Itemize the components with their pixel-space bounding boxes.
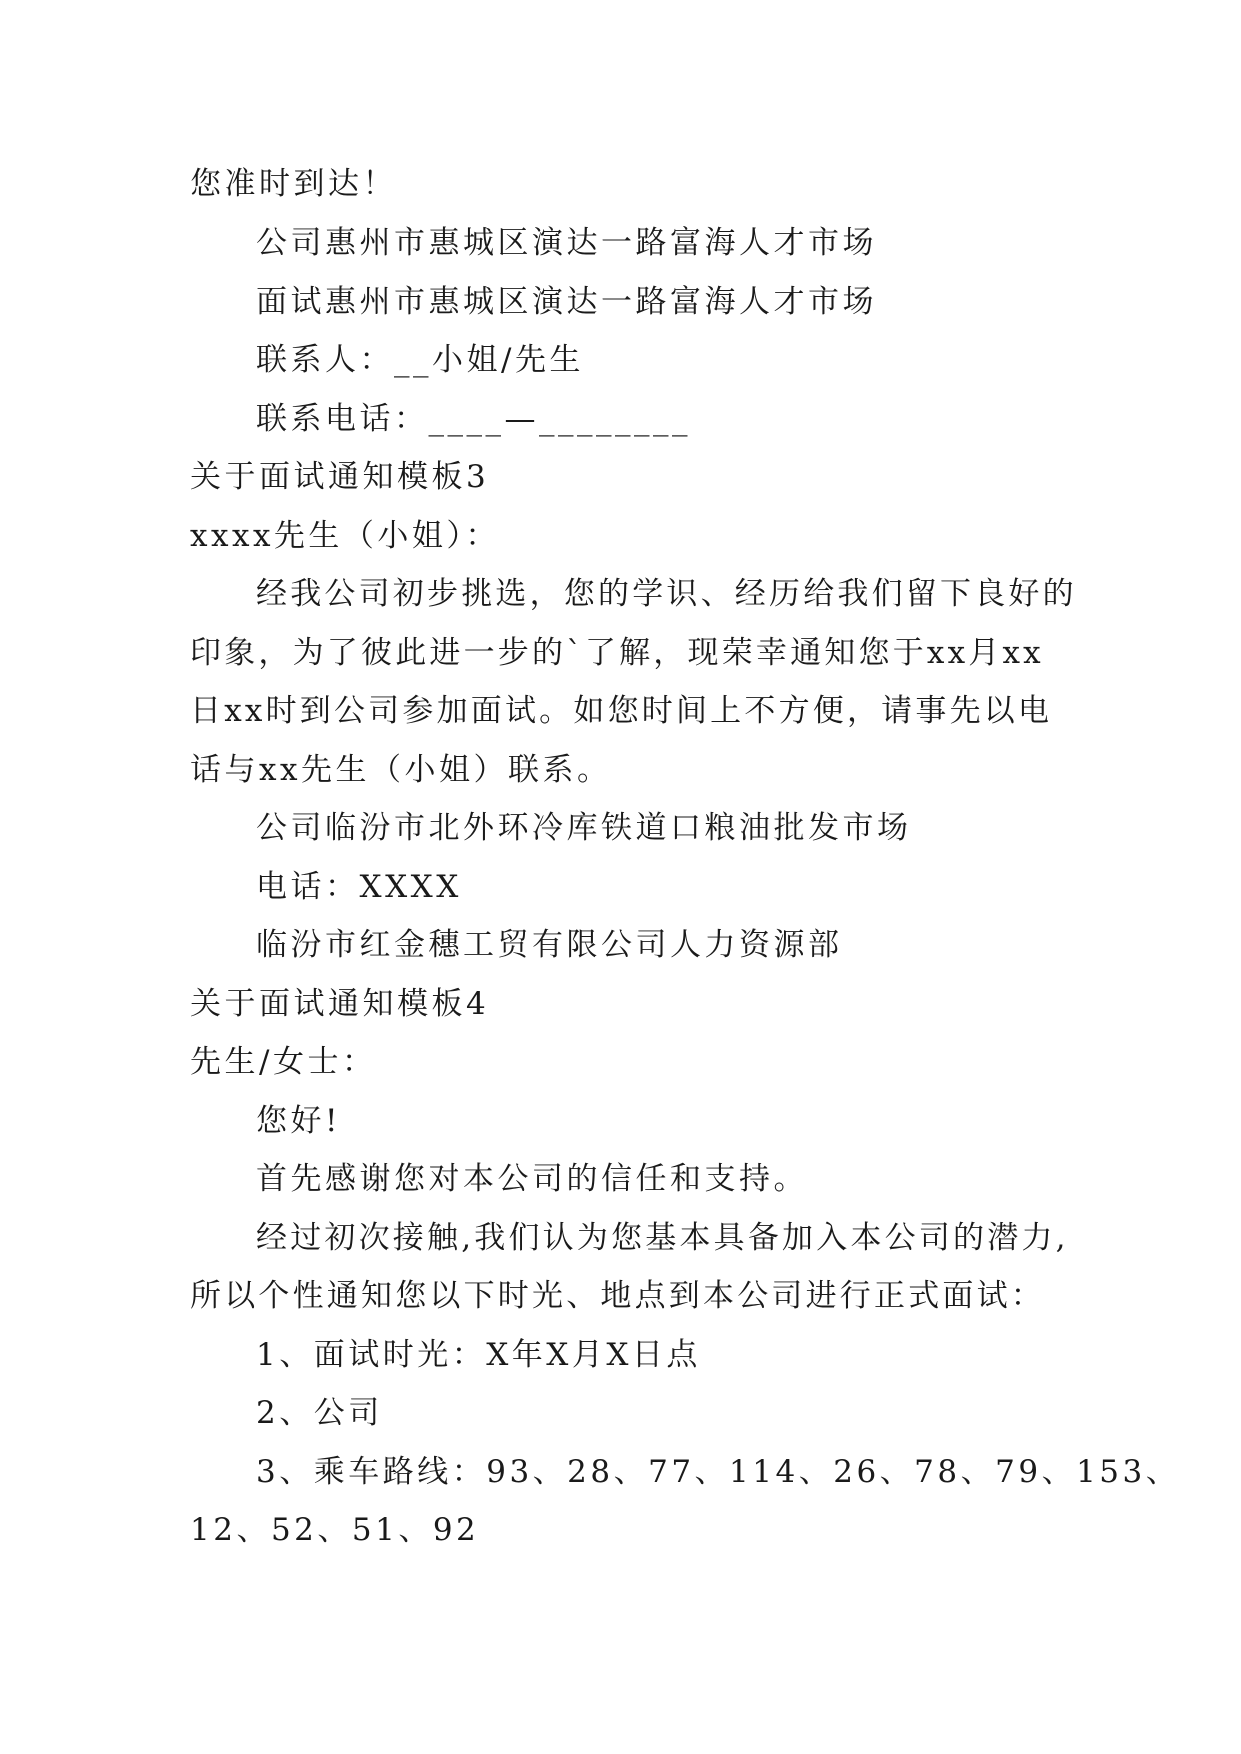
text-line: 3、乘车路线：93、28、77、114、26、78、79、153、 [256, 1454, 1181, 1490]
salutation: xxxx先生（小姐）： [190, 518, 500, 554]
text-line: 电话：XXXX [256, 869, 462, 905]
text-line: 首先感谢您对本公司的信任和支持。 [256, 1161, 808, 1197]
text-line: 印象，为了彼此进一步的`了解，现荣幸通知您于xx月xx [190, 635, 1044, 671]
text-line: 公司临汾市北外环冷库铁道口粮油批发市场 [256, 810, 912, 846]
text-line: 临汾市红金穗工贸有限公司人力资源部 [256, 927, 843, 963]
text-line: 经过初次接触,我们认为您基本具备加入本公司的潜力, [256, 1220, 1069, 1256]
text-line: 日xx时到公司参加面试。如您时间上不方便，请事先以电 [190, 693, 1053, 729]
text-line: 话与xx先生（小姐）联系。 [190, 752, 612, 788]
text-line: 您好! [256, 1103, 341, 1139]
text-line: 面试惠州市惠城区演达一路富海人才市场 [256, 284, 877, 320]
text-line: 1、面试时光：X年X月X日点 [256, 1337, 701, 1373]
salutation: 先生/女士： [190, 1044, 377, 1080]
text-line: 所以个性通知您以下时光、地点到本公司进行正式面试： [190, 1278, 1045, 1314]
section-heading: 关于面试通知模板4 [190, 986, 490, 1022]
text-line: 12、52、51、92 [190, 1512, 480, 1548]
text-line: 联系电话：____—________ [256, 401, 691, 437]
text-line: 2、公司 [256, 1395, 383, 1431]
text-line: 经我公司初步挑选，您的学识、经历给我们留下良好的 [256, 576, 1077, 612]
section-heading: 关于面试通知模板3 [190, 459, 490, 495]
text-line: 联系人：__小姐/先生 [256, 342, 584, 378]
text-line: 您准时到达！ [190, 166, 397, 202]
text-line: 公司惠州市惠城区演达一路富海人才市场 [256, 225, 877, 261]
